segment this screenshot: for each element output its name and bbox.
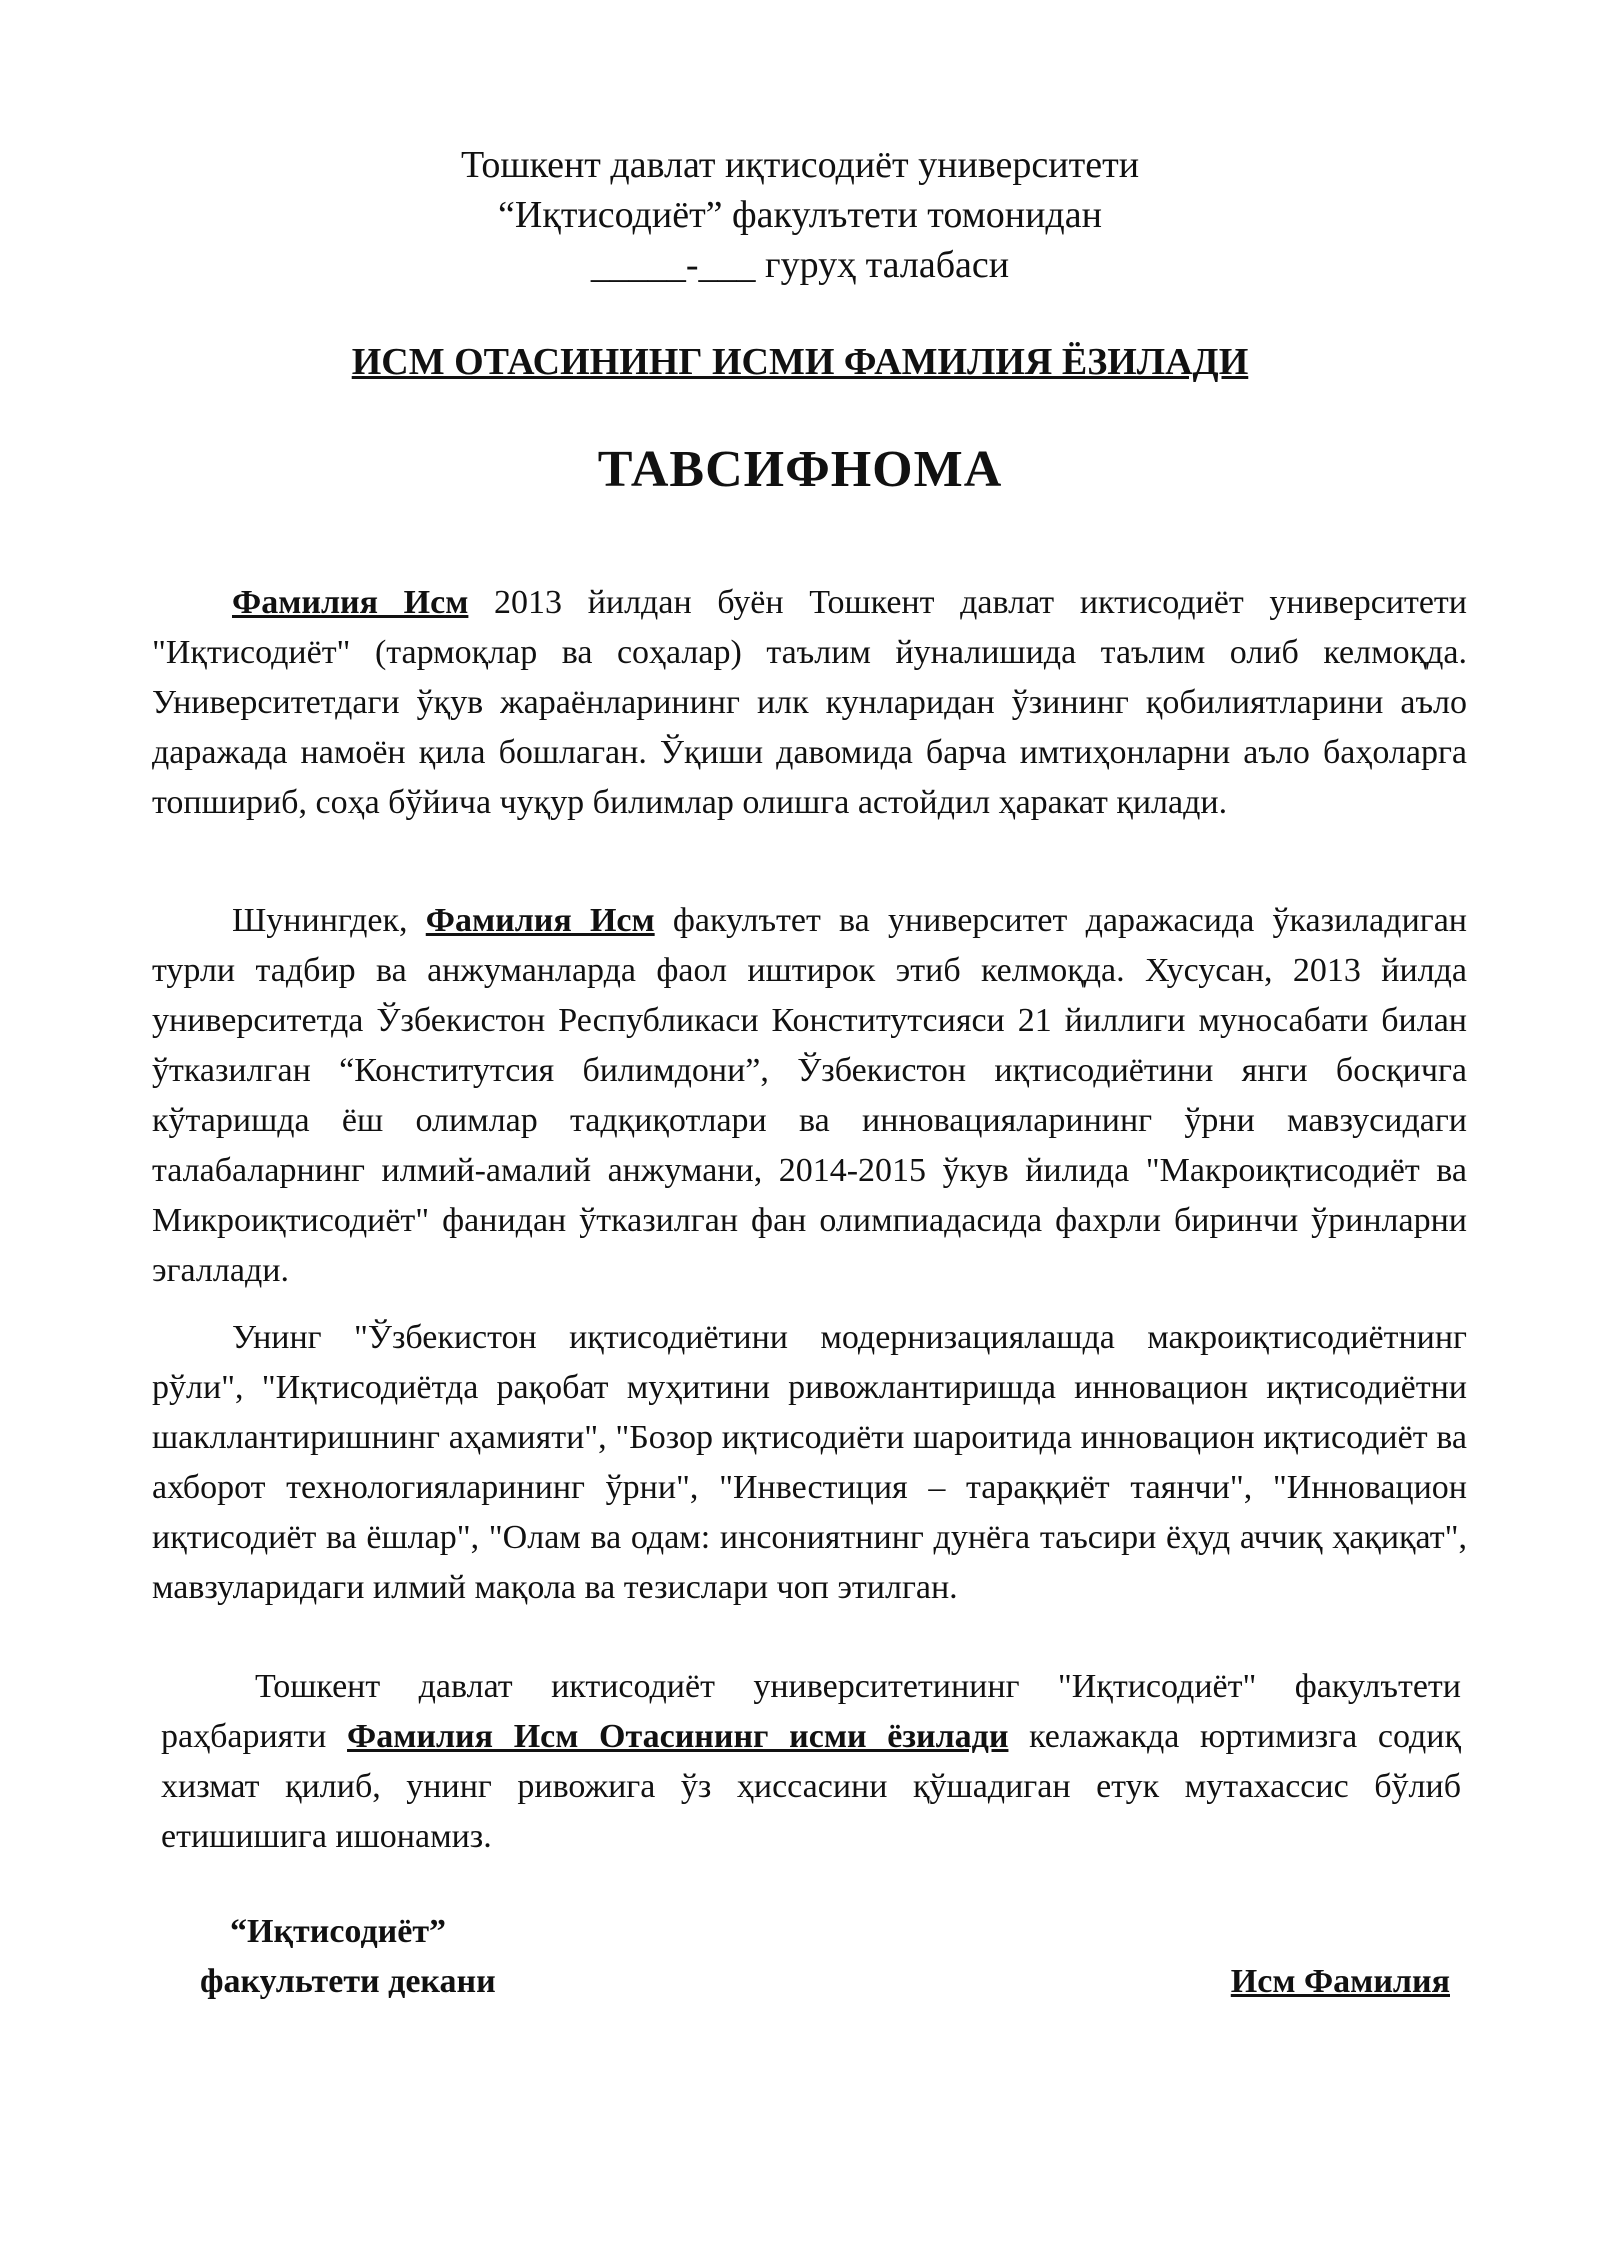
student-name-mention: Фамилия Исм (232, 584, 469, 621)
paragraph-lead: Тошкент давлат иктисодиёт университетининг "Иқтисодиёт" факулътети раҳбарияти (161, 1668, 1461, 1755)
student-name-mention: Фамилия Исм (425, 902, 655, 939)
paragraph-text: Унинг "Ўзбекистон иқтисодиётини модернизациялашда макроиқтисодиётнинг рўли", "Иқтисодиётда рақобат муҳитини ривожлантиришда инновацион иқтисодиётни шакллантиришнинг аҳамияти", "Бозор иқтисодиёти шароитида инновацион иқтисодиёт ва ахборот технологияларининг ўрни", "Инвестиция – тараққиёт таянчи", "Инновацион иқтисодиёт ва ёшлар", "Олам ва одам: инсониятнинг дунёга таъсири ёҳуд аччиқ ҳақиқат", мавзуларидаги илмий мақола ва тезислари чоп этилган. (152, 1319, 1467, 1606)
dean-faculty-name: “Иқтисодиёт” (230, 1913, 447, 1950)
paragraph-2 (152, 896, 1467, 1296)
paragraph-4 (161, 1662, 1461, 1862)
paragraph-text: факулътет ва университет даражасида ўказиладиган турли тадбир ва анжуманларда фаол иштирок этиб келмоқда. Хусусан, 2013 йилда университетда Ўзбекистон Республикаси Конститутсияси 21 йиллиги муносабати билан ўтказилган “Конститутсия билимдони”, Ўзбекистон иқтисодиётини янги босқичга кўтаришда ёш олимлар тадқиқотлари ва инновацияларининг ўрни мавзусидаги талабаларнинг илмий-амалий анжумани, 2014-2015 ўкув йилида "Макроиқтисодиёт ва Микроиқтисодиёт" фанидан ўтказилган фан олимпиадасида фахрли биринчи ўринларни эгаллади. (152, 902, 1468, 1289)
paragraph-lead: Шунингдек, (232, 902, 426, 939)
faculty-name: “Иқтисодиёт” факулътети томонидан (498, 194, 1102, 236)
paragraph-1 (152, 578, 1467, 828)
document-header (0, 140, 1600, 290)
dean-signature-name: Исм Фамилия (1230, 1963, 1450, 2000)
dean-position: факультети декани (200, 1963, 496, 2000)
paragraph-text: 2013 йилдан буён Тошкент давлат иктисодиёт университети "Иқтисодиёт" (тармоқлар ва соҳалар) таълим йуналишида таълим олиб келмоқда. Университетдаги ўқув жараёнларининг илк кунларидан ўзининг қобилиятларини аъло даражада намоён қила бошлаган. Ўқиши давомида барча имтиҳонларни аъло баҳоларга топшириб, соҳа бўйича чуқур билимлар олишга астойдил ҳаракат қилади. (152, 584, 1467, 821)
student-full-name-mention: Фамилия Исм Отасининг исми ёзилади (347, 1718, 1009, 1755)
group-line: _____-___ гуруҳ талабаси (590, 244, 1010, 286)
paragraph-3 (152, 1313, 1467, 1613)
dean-title (200, 1907, 600, 2007)
student-name-heading: ИСМ ОТАСИНИНГ ИСМИ ФАМИЛИЯ ЁЗИЛАДИ (351, 341, 1249, 383)
paragraph-text: келажакда юртимизга содиқ хизмат қилиб, унинг ривожига ўз ҳиссасини қўшадиган етук мутахассис бўлиб етишишига ишонамиз. (161, 1718, 1462, 1855)
document-title: ТАВСИФНОМА (597, 441, 1003, 498)
university-name: Тошкент давлат иқтисодиёт университети (460, 144, 1140, 186)
